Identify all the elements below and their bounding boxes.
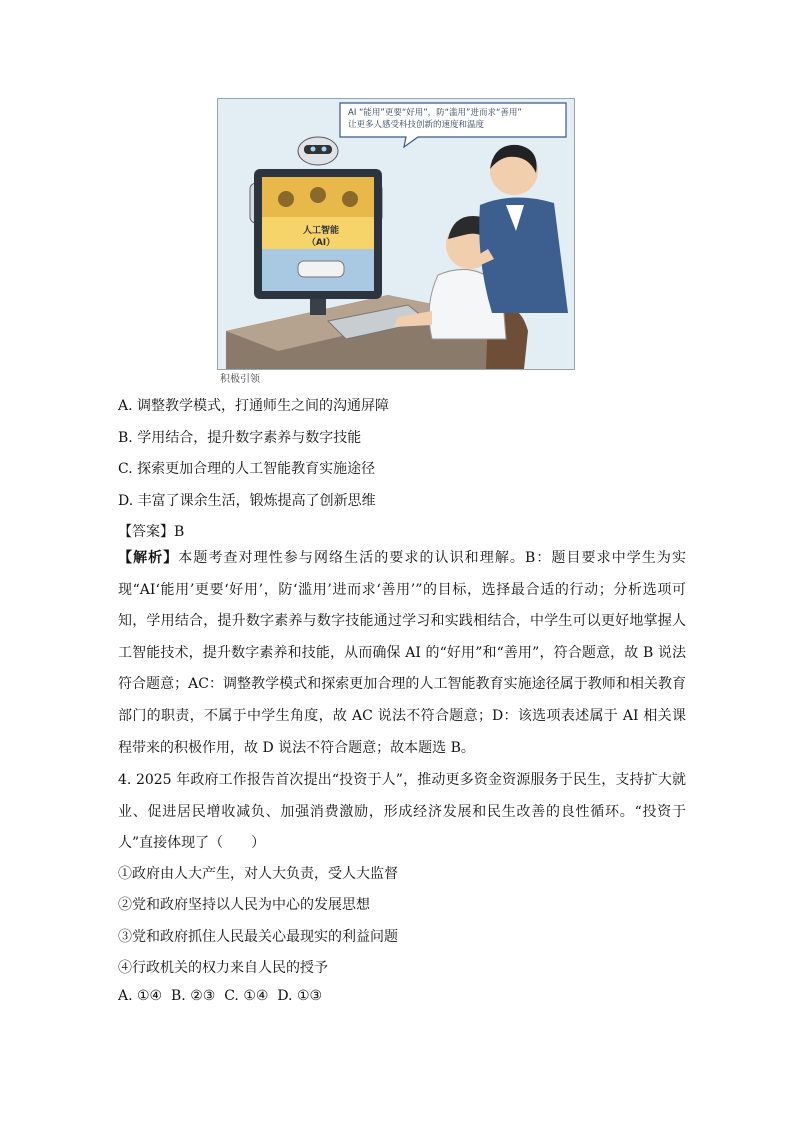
analysis-tag: 【解析】 [118,550,179,566]
screen-label-line-1: 人工智能 [302,226,339,236]
option-a: A. 调整教学模式，打通师生之间的沟通屏障 [118,398,390,414]
answer-value: B [174,524,185,540]
answer-line [118,521,184,541]
illustration-figure [217,98,575,370]
question-4-item-2: ②党和政府坚持以人民为中心的发展思想 [118,897,370,913]
question-4-stem: 4. 2025 年政府工作报告首次提出“投资于人”，推动更多资金资源服务于民生，支持扩大就业、促进居民增收减负、加强消费激励，形成经济发展和民生改善的良性循环。“投资于人”直接体现了（ ） [118,772,686,852]
answer-tag: 【答案】 [118,524,174,540]
analysis-paragraph [118,543,686,764]
bubble-line-2: 让更多人感受科技创新的速度和温度 [348,120,485,130]
ai-education-cartoon [218,99,574,369]
screen-label-line-2: （AI） [306,238,336,248]
bubble-line-1: AI “能用”更要“好用”，防“滥用”进而求“善用” [348,108,522,118]
figure-caption: 积极引领 [220,374,260,385]
question-4-item-3: ③党和政府抓住人民最关心最现实的利益问题 [118,929,398,945]
question-4-item-4: ④行政机关的权力来自人民的授予 [118,960,328,976]
question-4-item-1: ①政府由人大产生，对人大负责，受人大监督 [118,866,398,882]
screen-label [276,225,366,249]
speech-bubble-text [348,107,563,131]
option-b: B. 学用结合，提升数字素养与数字技能 [118,430,362,446]
option-c: C. 探索更加合理的人工智能教育实施途径 [118,461,376,477]
question-4-choices: A. ①④ B. ②③ C. ①④ D. ①③ [118,988,323,1004]
analysis-text: 本题考查对理性参与网络生活的要求的认识和理解。B：题目要求中学生为实现“AI‘能用’更要‘好用’，防‘滥用’进而求‘善用’”的目标，选择最合适的行动；分析选项可知，学用结合，提升数字素养与数字技能通过学习和实践相结合，中学生可以更好地掌握人工智能技术，提升数字素养和技能，从而确保 AI 的“好用”和“善用”，符合题意，故 B 说法符合题意；AC：调整教学模式和探索更加合理的人工智能教育实施途径属于教师和相关教育部门的职责，不属于中学生角度，故 AC 说法不符合题意；D：该选项表述属于 AI 相关课程带来的积极作用，故 D 说法不符合题意；故本题选 B。 [118,550,686,756]
option-d: D. 丰富了课余生活，锻炼提高了创新思维 [118,493,376,509]
